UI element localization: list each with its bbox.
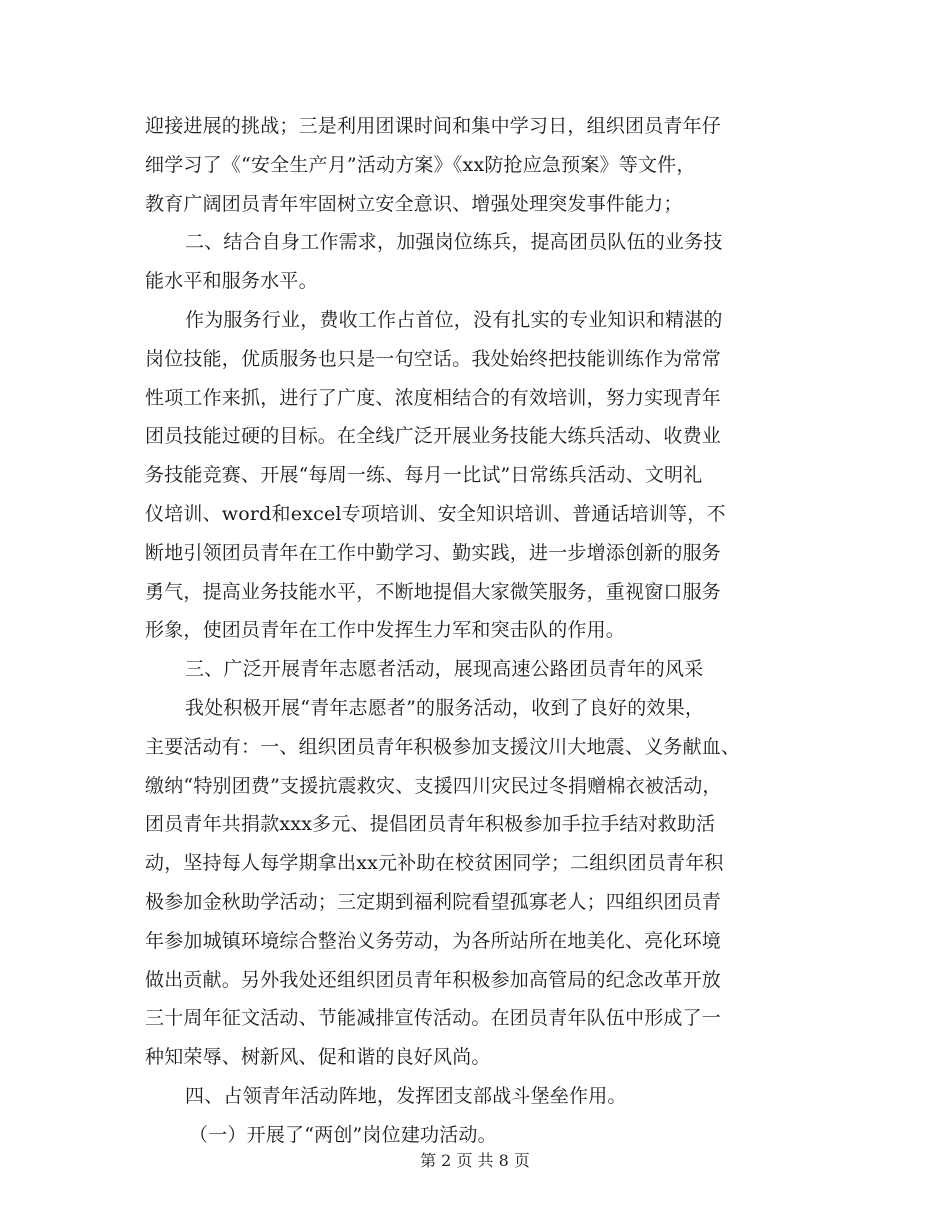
text-line: 勇气，提高业务技能水平，不断地提倡大家微笑服务，重视窗口服务 (145, 580, 722, 603)
text-line: 细学习了《“安全生产月”活动方案》《xx防抢应急预案》等文件， (145, 153, 696, 176)
page-number-footer: 第 2 页 共 8 页 (420, 1151, 530, 1170)
subsection-heading: （一）开展了“两创”岗位建功活动。 (189, 1123, 497, 1146)
text-line: 主要活动有：一、组织团员青年积极参加支援汶川大地震、义务献血、 (145, 735, 741, 758)
text-line: 动，坚持每人每学期拿出xx元补助在校贫困同学；二组织团员青年积 (145, 852, 724, 875)
text-line: 岗位技能，优质服务也只是一句空话。我处始终把技能训练作为常常 (145, 347, 722, 370)
section-heading: 三、广泛开展青年志愿者活动，展现高速公路团员青年的风采 (185, 658, 704, 681)
paragraph-start: 我处积极开展“青年志愿者”的服务活动，收到了良好的效果， (185, 696, 705, 719)
text-line: 团员青年共捐款xxx多元、提倡团员青年积极参加手拉手结对救助活 (145, 813, 716, 836)
text-line: 极参加金秋助学活动；三定期到福利院看望孤寡老人；四组织团员青 (145, 890, 722, 913)
text-line: 性项工作来抓，进行了广度、浓度相结合的有效培训，努力实现青年 (145, 386, 722, 409)
paragraph-start: 作为服务行业，费收工作占首位，没有扎实的专业知识和精湛的 (185, 308, 723, 331)
text-line: 做出贡献。另外我处还组织团员青年积极参加高管局的纪念改革开放 (145, 968, 722, 991)
text-line: 教育广阔团员青年牢固树立安全意识、增强处理突发事件能力； (145, 192, 683, 215)
section-heading: 四、占领青年活动阵地，发挥团支部战斗堡垒作用。 (185, 1084, 627, 1107)
text-line: 形象，使团员青年在工作中发挥生力军和突击队的作用。 (145, 619, 626, 642)
text-line: 缴纳“特别团费”支援抗震救灾、支援四川灾民过冬捐赠棉衣被活动， (145, 774, 722, 797)
text-line: 仪培训、word和excel专项培训、安全知识培训、普通话培训等，不 (145, 502, 726, 525)
text-line: 务技能竞赛、开展“每周一练、每月一比试”日常练兵活动、文明礼 (145, 464, 703, 487)
text-line: 迎接进展的挑战；三是利用团课时间和集中学习日，组织团员青年仔 (145, 115, 722, 137)
text-line: 三十周年征文活动、节能减排宣传活动。在团员青年队伍中形成了一 (145, 1007, 722, 1030)
text-line: 断地引领团员青年在工作中勤学习、勤实践，进一步增添创新的服务 (145, 541, 722, 564)
section-heading: 二、结合自身工作需求，加强岗位练兵，提高团员队伍的业务技 (185, 231, 723, 254)
text-line: 年参加城镇环境综合整治义务劳动，为各所站所在地美化、亮化环境 (145, 929, 722, 952)
text-line: 能水平和服务水平。 (145, 270, 318, 293)
document-body (145, 107, 805, 1155)
text-line: 种知荣辱、树新风、促和谐的良好风尚。 (145, 1046, 491, 1069)
text-line: 团员技能过硬的目标。在全线广泛开展业务技能大练兵活动、收费业 (145, 425, 722, 448)
